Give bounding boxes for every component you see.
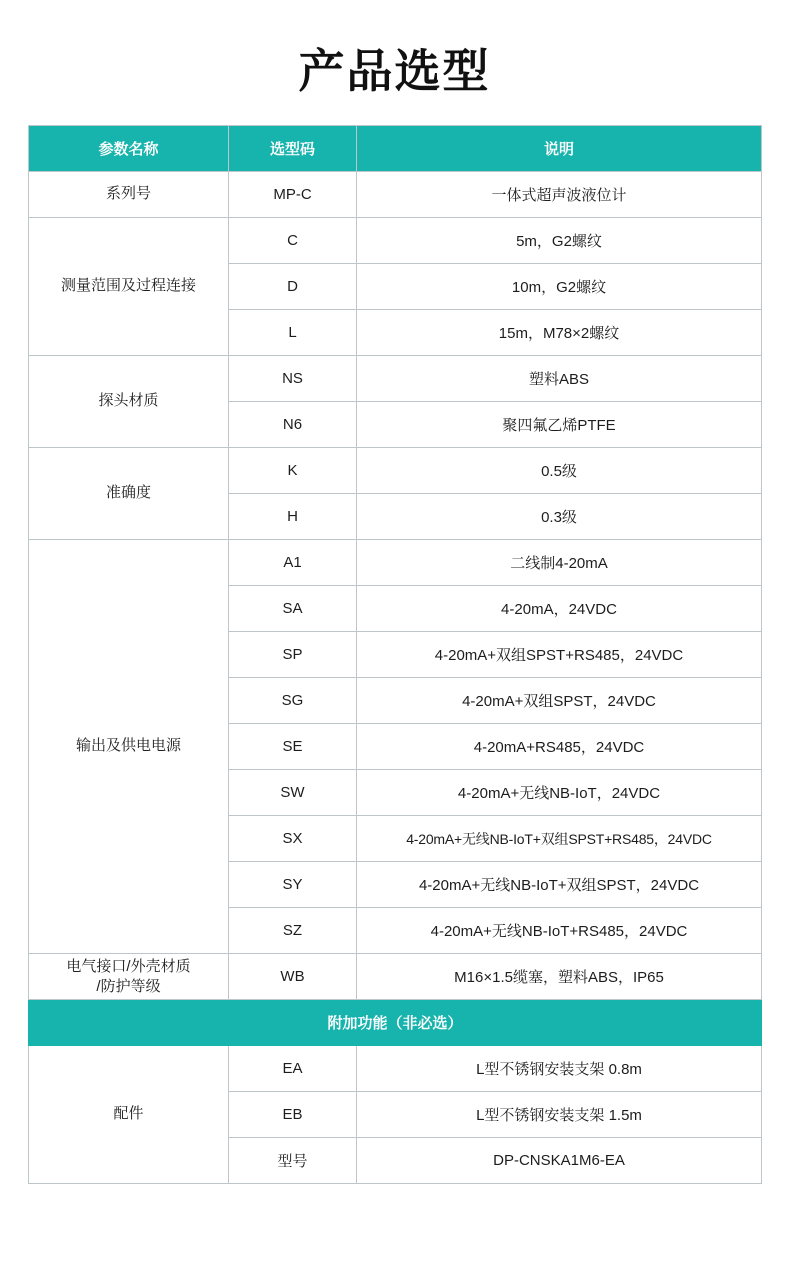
section-title-row: [29, 1000, 762, 1046]
code-cell: SX: [229, 816, 357, 862]
description-cell: 二线制4-20mA: [357, 540, 762, 586]
param-name-cell: 测量范围及过程连接: [29, 218, 229, 356]
code-cell: A1: [229, 540, 357, 586]
description-cell: L型不锈钢安装支架 0.8m: [357, 1046, 762, 1092]
code-cell: D: [229, 264, 357, 310]
column-header-description: 说明: [357, 126, 762, 172]
column-header-selection-code: 选型码: [229, 126, 357, 172]
code-cell: SG: [229, 678, 357, 724]
table-row: [29, 954, 762, 1000]
description-cell: DP-CNSKA1M6-EA: [357, 1138, 762, 1184]
description-cell: 4-20mA+双组SPST，24VDC: [357, 678, 762, 724]
description-cell: 0.5级: [357, 448, 762, 494]
table-header-row: [29, 126, 762, 172]
code-cell: SW: [229, 770, 357, 816]
description-cell: 4-20mA+双组SPST+RS485，24VDC: [357, 632, 762, 678]
table-row: [29, 448, 762, 494]
param-name-cell: 准确度: [29, 448, 229, 540]
code-cell: N6: [229, 402, 357, 448]
code-cell: L: [229, 310, 357, 356]
description-cell: 4-20mA+无线NB-IoT，24VDC: [357, 770, 762, 816]
table-row: [29, 218, 762, 264]
spec-table-container: [0, 125, 789, 1184]
table-row: [29, 172, 762, 218]
description-cell: 4-20mA+无线NB-IoT+双组SPST+RS485，24VDC: [357, 816, 762, 862]
code-cell: SA: [229, 586, 357, 632]
section-title: 附加功能（非必选）: [29, 1000, 762, 1046]
code-cell: MP-C: [229, 172, 357, 218]
description-cell: 4-20mA+无线NB-IoT+双组SPST，24VDC: [357, 862, 762, 908]
param-name-cell: 输出及供电电源: [29, 540, 229, 954]
description-cell: 4-20mA+无线NB-IoT+RS485，24VDC: [357, 908, 762, 954]
description-cell: 10m，G2螺纹: [357, 264, 762, 310]
product-selection-table: [28, 125, 762, 1184]
description-cell: 4-20mA+RS485，24VDC: [357, 724, 762, 770]
description-cell: 0.3级: [357, 494, 762, 540]
page-title: 产品选型: [298, 45, 491, 97]
code-cell: SZ: [229, 908, 357, 954]
description-cell: 一体式超声波液位计: [357, 172, 762, 218]
param-name-cell: 探头材质: [29, 356, 229, 448]
table-header: [29, 126, 762, 172]
code-cell: EB: [229, 1092, 357, 1138]
param-name-line-2: /防护等级: [96, 977, 161, 995]
code-cell: NS: [229, 356, 357, 402]
description-cell: 塑料ABS: [357, 356, 762, 402]
code-cell: WB: [229, 954, 357, 1000]
table-body: [29, 172, 762, 1184]
code-cell: SP: [229, 632, 357, 678]
description-cell: 15m，M78×2螺纹: [357, 310, 762, 356]
column-header-param-name: 参数名称: [29, 126, 229, 172]
code-cell: 型号: [229, 1138, 357, 1184]
description-cell: 4-20mA，24VDC: [357, 586, 762, 632]
code-cell: SY: [229, 862, 357, 908]
param-name-line-1: 电气接口/外壳材质: [66, 958, 191, 976]
description-cell: M16×1.5缆塞，塑料ABS，IP65: [357, 954, 762, 1000]
table-row: [29, 540, 762, 586]
code-cell: SE: [229, 724, 357, 770]
code-cell: EA: [229, 1046, 357, 1092]
table-row: [29, 356, 762, 402]
table-row: [29, 1046, 762, 1092]
description-cell: 5m，G2螺纹: [357, 218, 762, 264]
param-name-cell: [29, 954, 229, 1000]
code-cell: C: [229, 218, 357, 264]
code-cell: K: [229, 448, 357, 494]
param-name-cell: 配件: [29, 1046, 229, 1184]
code-cell: H: [229, 494, 357, 540]
description-cell: 聚四氟乙烯PTFE: [357, 402, 762, 448]
param-name-cell: 系列号: [29, 172, 229, 218]
description-cell: L型不锈钢安装支架 1.5m: [357, 1092, 762, 1138]
